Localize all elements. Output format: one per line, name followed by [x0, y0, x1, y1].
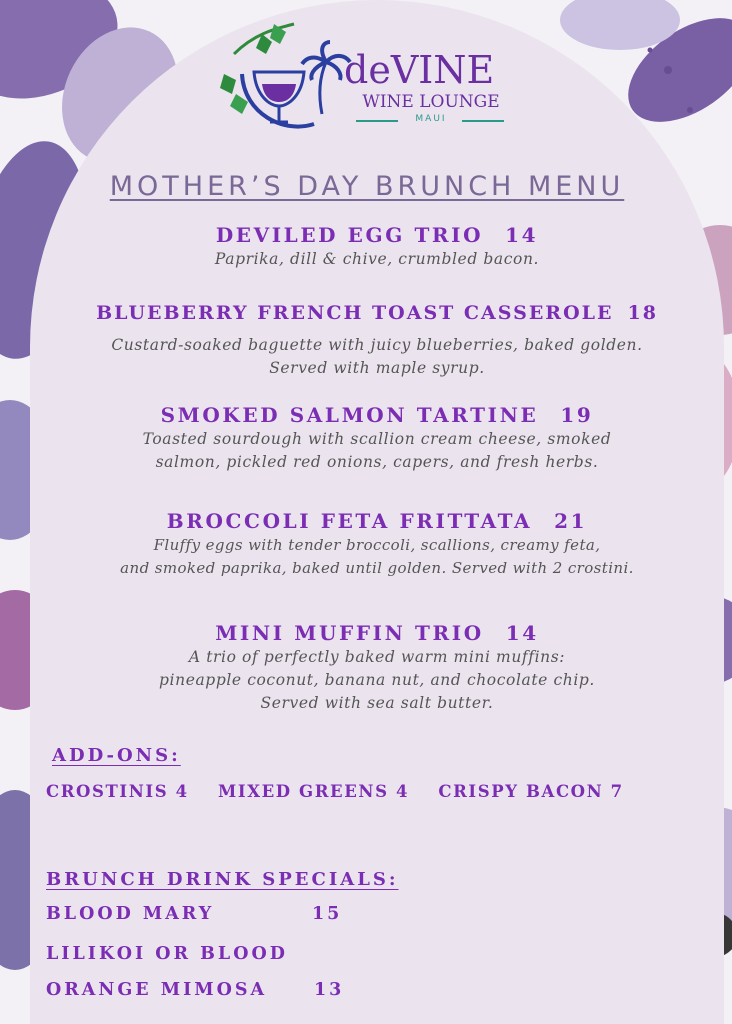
brand-location: MAUI	[415, 114, 447, 124]
item-name: SMOKED SALMON TARTINE	[160, 403, 539, 427]
drink-price: 15	[312, 904, 343, 924]
menu-item	[30, 402, 724, 474]
menu-item-name	[30, 620, 724, 646]
item-name: BROCCOLI FETA FRITTATA	[166, 509, 533, 533]
menu-item-name	[30, 300, 724, 326]
menu-item	[30, 620, 724, 715]
item-price: 21	[554, 509, 588, 533]
item-price: 14	[505, 621, 539, 645]
brand-subtitle: WINE LOUNGE	[362, 92, 500, 112]
drink-name: LILIKOI OR BLOOD	[46, 944, 288, 964]
item-price: 18	[627, 302, 658, 324]
drink-name: ORANGE MIMOSA	[46, 980, 268, 1000]
brand-name: deVINE	[344, 48, 495, 92]
item-name: BLUEBERRY FRENCH TOAST CASSEROLE	[96, 302, 614, 324]
item-name: MINI MUFFIN TRIO	[215, 621, 484, 645]
addon-item: MIXED GREENS 4	[218, 782, 410, 801]
menu-item	[30, 508, 724, 580]
addons-list	[46, 780, 646, 804]
menu-item-name	[30, 508, 724, 534]
drink-price: 13	[314, 980, 345, 1000]
addon-item: CROSTINIS 4	[46, 782, 189, 801]
drink-item	[46, 942, 288, 966]
drinks-heading: BRUNCH DRINK SPECIALS:	[46, 869, 399, 890]
drink-item	[46, 902, 343, 926]
menu-item	[30, 300, 724, 380]
menu-item	[30, 222, 724, 271]
item-price: 14	[505, 223, 539, 247]
item-name: DEVILED EGG TRIO	[215, 223, 484, 247]
item-price: 19	[560, 403, 594, 427]
menu-item-name	[30, 222, 724, 248]
item-description: Paprika, dill & chive, crumbled bacon.	[214, 250, 540, 268]
addon-item: CRISPY BACON 7	[438, 782, 624, 801]
drink-name: BLOOD MARY	[46, 904, 215, 924]
item-description: Toasted sourdough with scallion cream cheese, smoked salmon, pickled red onions, capers, and fresh herbs.	[142, 430, 612, 471]
addons-heading: ADD-ONS:	[52, 745, 181, 766]
item-description: Custard-soaked baguette with juicy blueberries, baked golden. Served with maple syrup.	[111, 336, 643, 377]
drink-item	[46, 978, 345, 1002]
menu-title: MOTHER’S DAY BRUNCH MENU	[109, 171, 625, 202]
item-description: Fluffy eggs with tender broccoli, scallions, creamy feta, and smoked paprika, baked until golden. Served with 2 crostini.	[120, 536, 634, 577]
divider	[462, 120, 504, 122]
item-description: A trio of perfectly baked warm mini muffins: pineapple coconut, banana nut, and chocolate chip. Served with sea salt butter.	[159, 648, 595, 712]
menu-item-name	[30, 402, 724, 428]
